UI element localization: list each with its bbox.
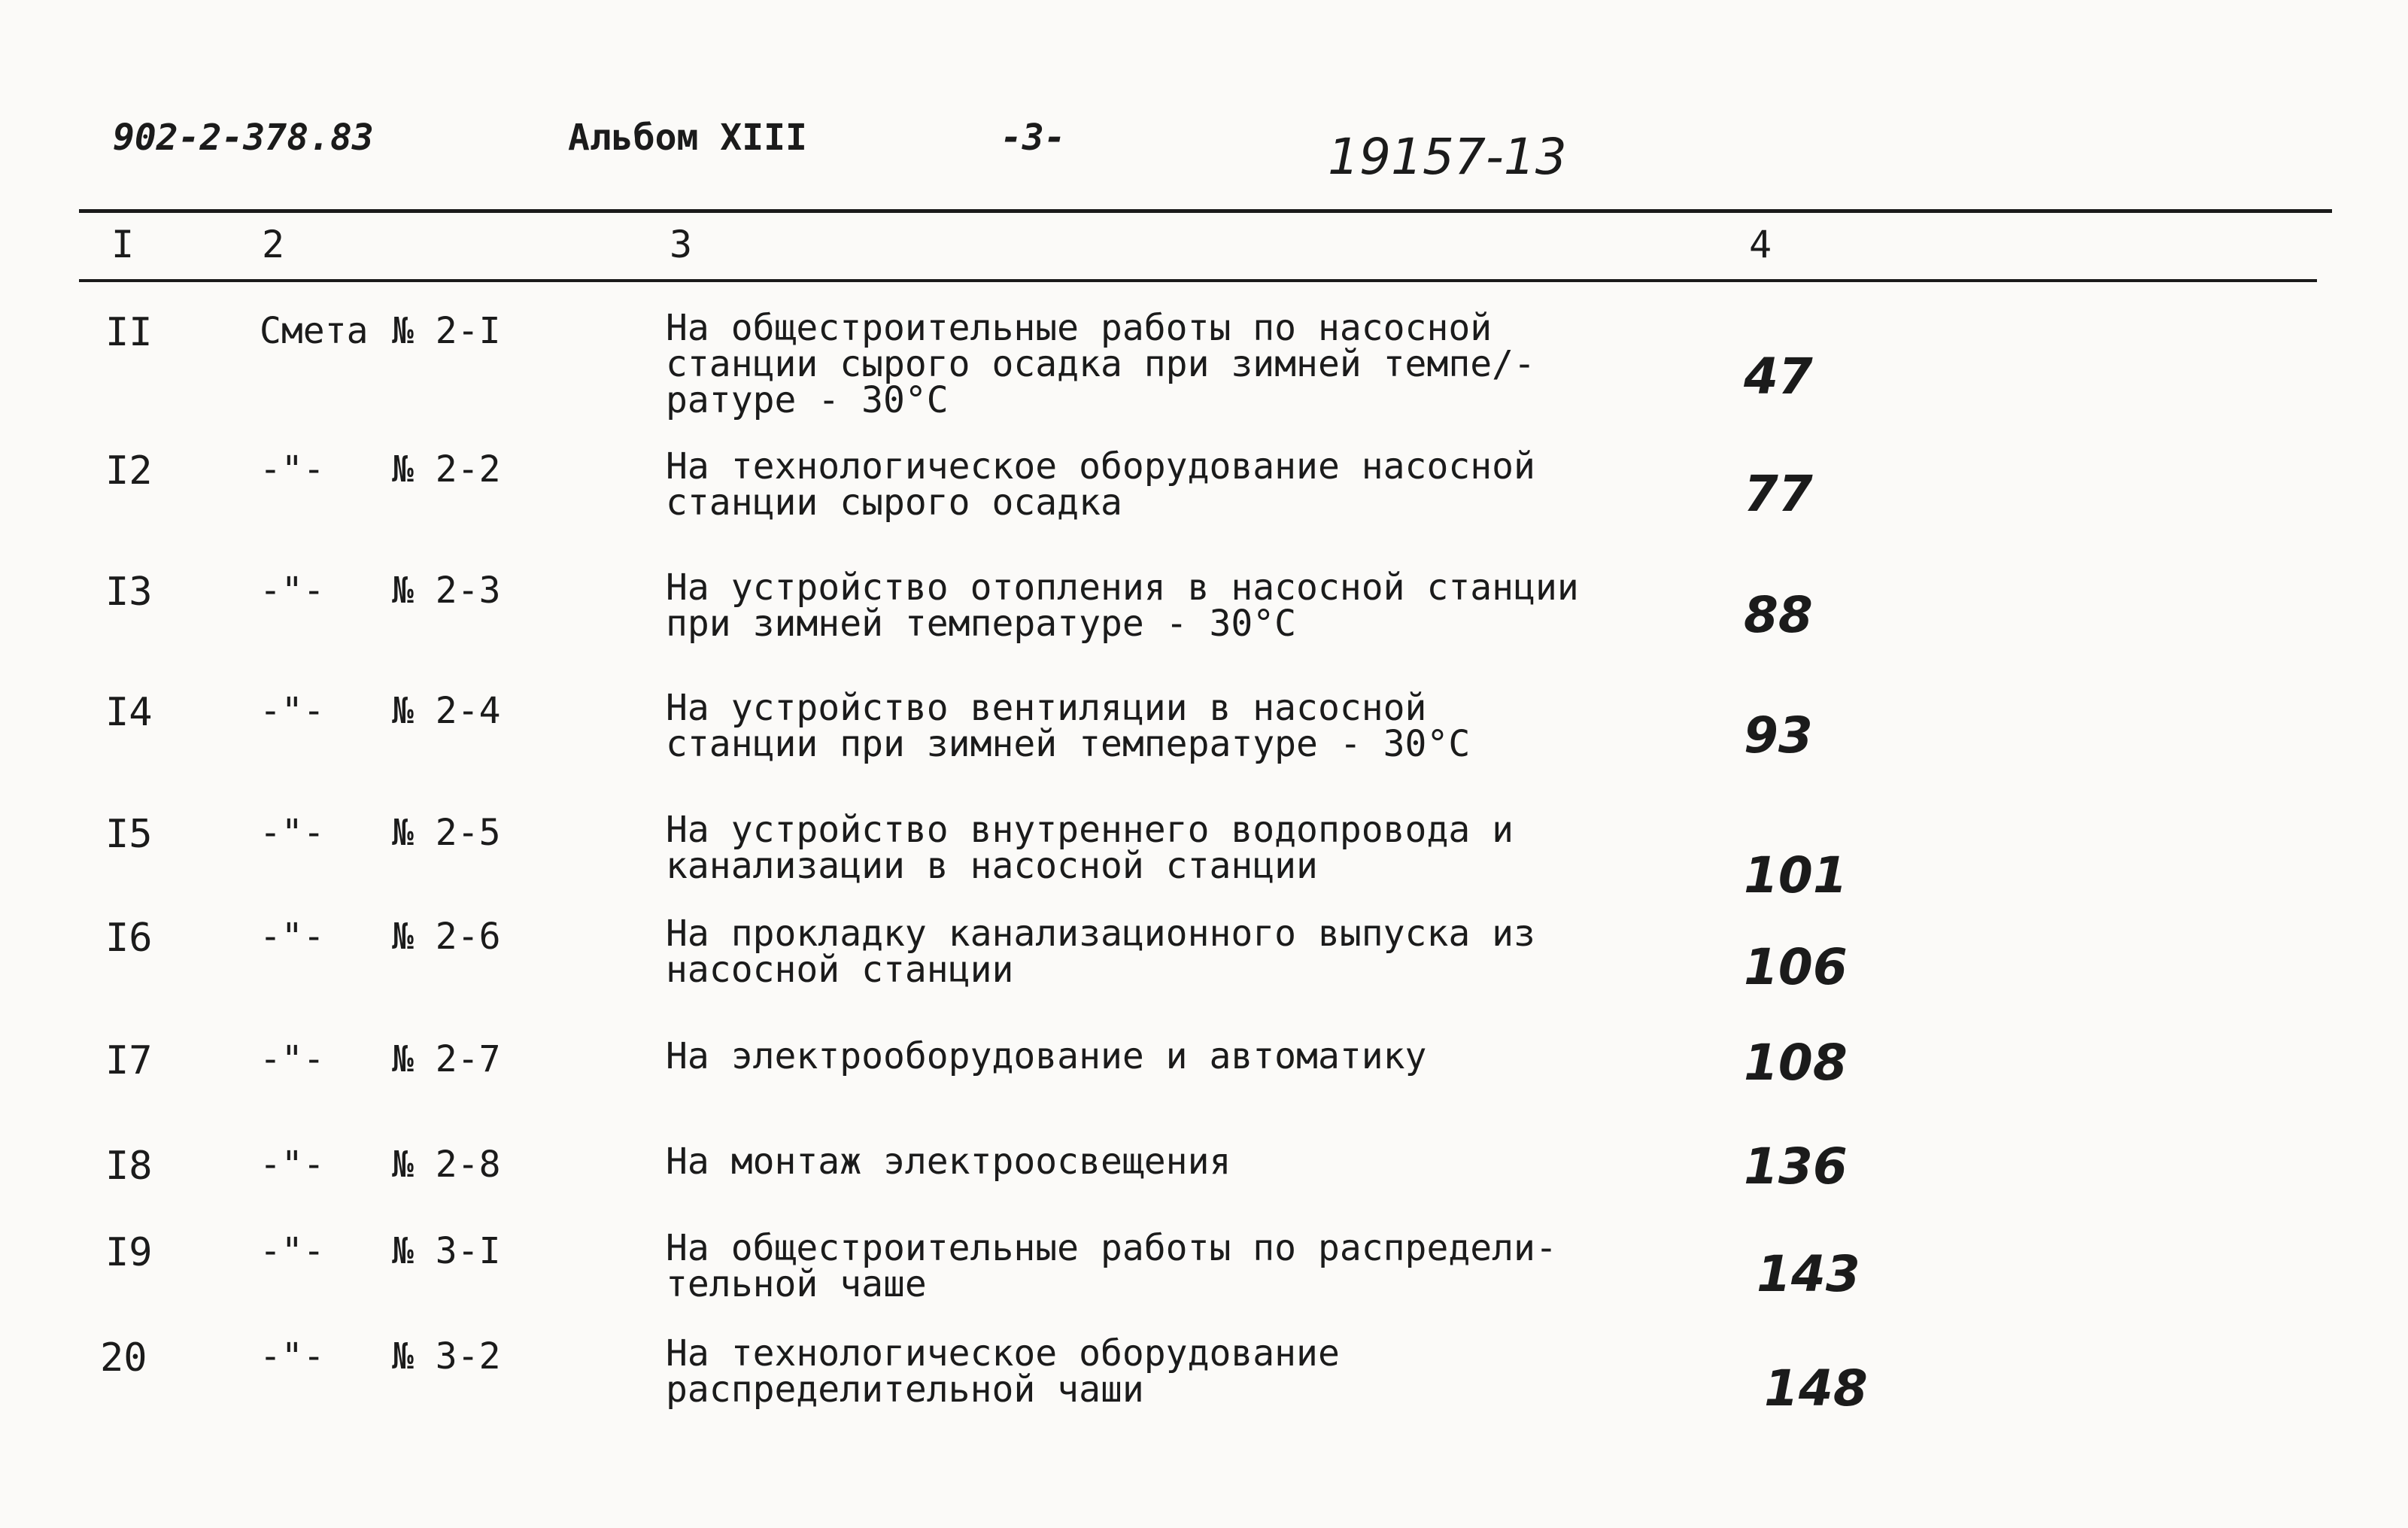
row-number: I6 bbox=[105, 916, 153, 961]
estimate-number: № 3-2 bbox=[392, 1335, 501, 1378]
description-line: насосной станции bbox=[666, 949, 1014, 991]
estimate-prefix: -"- bbox=[260, 1335, 325, 1378]
estimate-ref bbox=[260, 570, 501, 612]
page-number: 148 bbox=[1764, 1359, 1868, 1417]
row-number: I3 bbox=[105, 570, 153, 615]
description-line: при зимней температуре - 30°C bbox=[666, 603, 1297, 645]
estimate-number: № 2-2 bbox=[392, 448, 501, 491]
page-number: 77 bbox=[1744, 465, 1813, 523]
estimate-ref bbox=[260, 916, 501, 958]
estimate-prefix: Смета bbox=[260, 310, 369, 352]
description-line: станции сырого осадка при зимней темпе/- bbox=[666, 343, 1535, 385]
estimate-prefix: -"- bbox=[260, 570, 325, 612]
description bbox=[666, 307, 1535, 421]
description-line: ратуре - 30°C bbox=[666, 379, 949, 421]
table-row bbox=[0, 1332, 2408, 1441]
estimate-number: № 2-8 bbox=[392, 1144, 501, 1186]
description-line: На электрооборудование и автоматику bbox=[666, 1035, 1427, 1077]
table-row bbox=[0, 809, 2408, 917]
row-number: 20 bbox=[100, 1335, 147, 1381]
estimate-prefix: -"- bbox=[260, 1230, 325, 1272]
description-line: На общестроительные работы по насосной bbox=[666, 307, 1492, 349]
page-number: 47 bbox=[1744, 348, 1813, 406]
table-row bbox=[0, 687, 2408, 795]
page-marker: -3- bbox=[1001, 117, 1066, 159]
description bbox=[666, 1332, 1340, 1411]
top-rule bbox=[79, 209, 2332, 213]
estimate-ref bbox=[260, 1335, 501, 1378]
page-number: 101 bbox=[1744, 846, 1848, 904]
estimate-ref bbox=[260, 1230, 501, 1272]
estimate-ref bbox=[260, 812, 501, 854]
description bbox=[666, 913, 1535, 991]
description-line: На прокладку канализационного выпуска из bbox=[666, 913, 1535, 955]
description bbox=[666, 1227, 1557, 1305]
table-row bbox=[0, 307, 2408, 421]
page-number: 93 bbox=[1744, 706, 1813, 764]
column-header-2: 2 bbox=[262, 223, 285, 266]
description-line: На устройство вентиляции в насосной bbox=[666, 687, 1427, 729]
row-number: I2 bbox=[105, 448, 153, 494]
description-line: На монтаж электроосвещения bbox=[666, 1141, 1231, 1183]
description bbox=[666, 1141, 1231, 1183]
description bbox=[666, 567, 1579, 645]
page-number: 88 bbox=[1744, 586, 1813, 644]
estimate-number: № 3-I bbox=[392, 1230, 501, 1272]
description bbox=[666, 1035, 1427, 1077]
estimate-number: № 2-4 bbox=[392, 690, 501, 732]
row-number: II bbox=[105, 310, 153, 355]
column-header-3: 3 bbox=[670, 223, 693, 266]
table-row bbox=[0, 1227, 2408, 1335]
handwritten-number: 19157-13 bbox=[1328, 128, 1567, 186]
estimate-number: № 2-6 bbox=[392, 916, 501, 958]
description-line: тельной чаше bbox=[666, 1263, 927, 1305]
estimate-ref bbox=[260, 310, 501, 352]
header-rule bbox=[79, 279, 2317, 282]
table-row bbox=[0, 1034, 2408, 1144]
page-number: 106 bbox=[1744, 938, 1848, 996]
page-number: 108 bbox=[1744, 1034, 1848, 1092]
description-line: станции при зимней температуре - 30°C bbox=[666, 723, 1471, 765]
description-line: На технологическое оборудование насосной bbox=[666, 445, 1535, 488]
album-label: Альбом XIII bbox=[568, 117, 807, 159]
estimate-number: № 2-3 bbox=[392, 570, 501, 612]
description-line: На общестроительные работы по распредели- bbox=[666, 1227, 1557, 1269]
description-line: канализации в насосной станции bbox=[666, 845, 1318, 887]
table-row bbox=[0, 445, 2408, 554]
estimate-prefix: -"- bbox=[260, 1038, 325, 1080]
description-line: На технологическое оборудование bbox=[666, 1332, 1340, 1375]
description-line: распределительной чаши bbox=[666, 1369, 1144, 1411]
table-row bbox=[0, 567, 2408, 675]
row-number: I8 bbox=[105, 1144, 153, 1189]
description bbox=[666, 445, 1535, 524]
estimate-prefix: -"- bbox=[260, 916, 325, 958]
estimate-ref bbox=[260, 1144, 501, 1186]
description-line: На устройство внутреннего водопровода и bbox=[666, 809, 1514, 851]
estimate-prefix: -"- bbox=[260, 690, 325, 732]
description-line: станции сырого осадка bbox=[666, 481, 1122, 524]
row-number: I5 bbox=[105, 812, 153, 857]
estimate-ref bbox=[260, 1038, 501, 1080]
table-row bbox=[0, 913, 2408, 1021]
column-header-4: 4 bbox=[1749, 223, 1772, 266]
description bbox=[666, 687, 1471, 765]
row-number: I4 bbox=[105, 690, 153, 735]
estimate-number: № 2-I bbox=[392, 310, 501, 352]
column-header-1: I bbox=[111, 223, 135, 266]
description bbox=[666, 809, 1514, 887]
estimate-ref bbox=[260, 690, 501, 732]
estimate-number: № 2-5 bbox=[392, 812, 501, 854]
row-number: I9 bbox=[105, 1230, 153, 1275]
description-line: На устройство отопления в насосной станции bbox=[666, 567, 1579, 609]
estimate-number: № 2-7 bbox=[392, 1038, 501, 1080]
estimate-ref bbox=[260, 448, 501, 491]
page-number: 143 bbox=[1757, 1245, 1860, 1303]
estimate-prefix: -"- bbox=[260, 812, 325, 854]
estimate-prefix: -"- bbox=[260, 448, 325, 491]
estimate-prefix: -"- bbox=[260, 1144, 325, 1186]
page-number: 136 bbox=[1744, 1138, 1848, 1195]
document-code: 902-2-378.83 bbox=[113, 117, 374, 159]
row-number: I7 bbox=[105, 1038, 153, 1083]
